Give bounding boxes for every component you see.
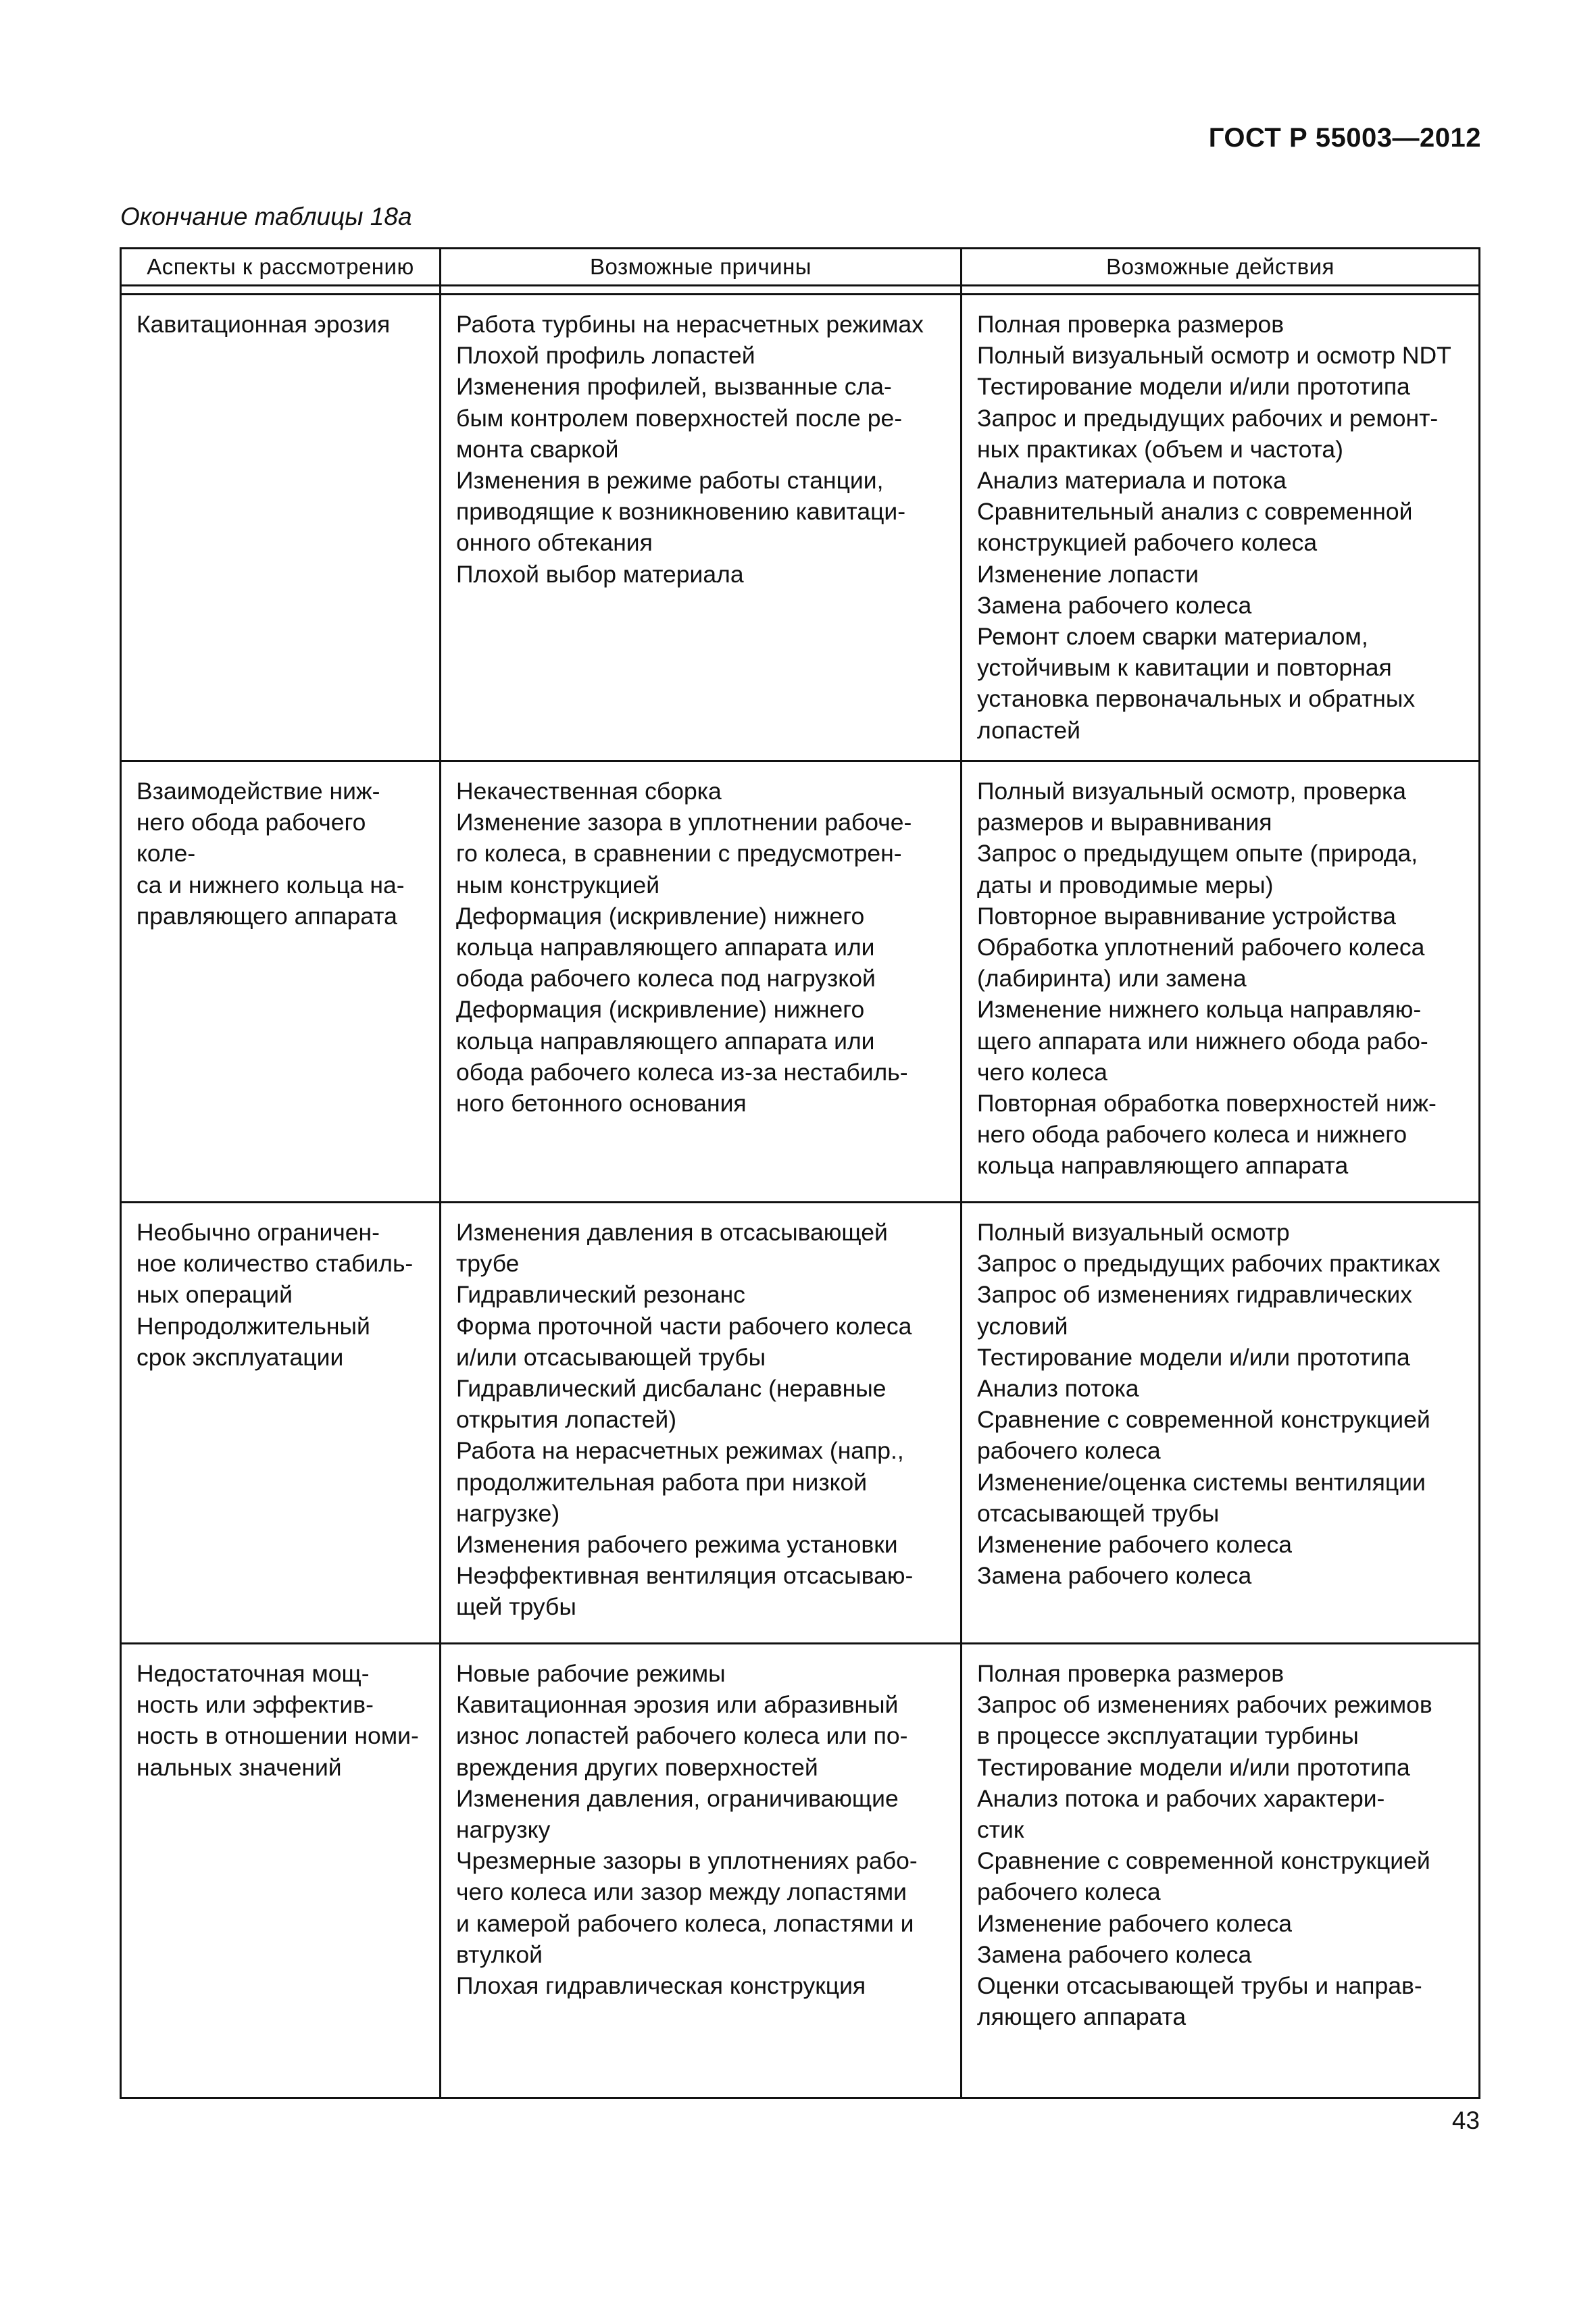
cell-text-line: Гидравлический резонанс [456,1281,745,1309]
table-row [121,1644,1480,2098]
cell-text-line: Изменение/оценка системы вентиляции [977,1468,1426,1496]
cell-text-line: Тестирование модели и/или прототипа [977,1343,1410,1371]
cell-text-line: чего колеса [977,1058,1107,1086]
cell-text-line: рабочего колеса [977,1878,1161,1906]
causes-cell [441,1203,962,1644]
cell-text-line: Замена рабочего колеса [977,1940,1252,1968]
cell-text-line: устойчивым к кавитации и повторная [977,654,1392,682]
cell-text-line: Необычно ограничен- [136,1219,380,1246]
cell-text-line: трубе [456,1250,520,1278]
cell-text-line: Форма проточной части рабочего колеса [456,1312,912,1340]
cell-text-line: правляющего аппарата [136,902,397,930]
cell-text-line: втулкой [456,1940,543,1968]
cell-text-line: Недостаточная мощ- [136,1660,370,1687]
causes-cell [441,295,962,761]
cell-text-line: Запрос о предыдущих рабочих практиках [977,1250,1441,1278]
cell-text-line: Ремонт слоем сварки материалом, [977,623,1368,651]
cell-text-line: чего колеса или зазор между лопастями [456,1878,907,1906]
cell-text-line: Непродолжительный [136,1312,370,1340]
cell-text-line: Изменение лопасти [977,560,1199,588]
cell-text-line: рабочего колеса [977,1437,1161,1465]
cell-text-line: Анализ материала и потока [977,467,1287,495]
cell-text-line: ное количество стабиль- [136,1250,414,1278]
causes-actions-table [120,247,1480,2099]
cell-text-line: продолжительная работа при низкой [456,1468,868,1496]
cell-text-line: ного бетонного основания [456,1090,747,1117]
cell-text-line: установка первоначальных и обратных [977,685,1416,713]
cell-text-line: Полный визуальный осмотр [977,1219,1290,1246]
cell-text-line: ных операций [136,1281,293,1309]
table-row [121,1203,1480,1644]
cell-text-line: Изменение зазора в уплотнении рабоче- [456,809,912,836]
cell-text-line: Полный визуальный осмотр и осмотр NDT [977,342,1451,370]
table-caption: Окончание таблицы 18а [120,203,412,230]
cell-text-line: (лабиринта) или замена [977,965,1247,992]
cell-text-line: монта сваркой [456,435,619,463]
cell-text-line: Работа турбины на нерасчетных режимах [456,311,924,338]
cell-text-line: нагрузку [456,1816,551,1844]
aspect-cell [121,1203,441,1644]
cell-text-line: ных практиках (объем и частота) [977,435,1343,463]
cell-text-line: Анализ потока и рабочих характери- [977,1784,1385,1812]
cell-text-line: нальных значений [136,1753,342,1781]
cell-text-line: бым контролем поверхностей после ре- [456,404,903,432]
cell-text-line: Изменение рабочего колеса [977,1909,1292,1937]
cell-text-line: Деформация (искривление) нижнего [456,996,865,1024]
aspect-cell [121,1644,441,2098]
cell-text-line: обода рабочего колеса под нагрузкой [456,965,876,992]
table-row [121,761,1480,1203]
cell-text-line: обода рабочего колеса из-за нестабиль- [456,1058,908,1086]
cell-text-line: Изменения давления, ограничивающие [456,1784,899,1812]
cell-text-line: Работа на нерасчетных режимах (напр., [456,1437,904,1465]
cell-text-line: стик [977,1816,1024,1844]
cell-text-line: Изменение рабочего колеса [977,1531,1292,1559]
cell-text-line: срок эксплуатации [136,1343,344,1371]
cell-text-line: щего аппарата или нижнего обода рабо- [977,1027,1428,1055]
cell-text-line: го колеса, в сравнении с предусмотрен- [456,840,902,867]
cell-text-line: вреждения других поверхностей [456,1753,818,1781]
actions-cell [962,1203,1480,1644]
cell-text-line: приводящие к возникновению кавитаци- [456,498,906,526]
cell-text-line: Запрос о предыдущем опыте (природа, [977,840,1418,867]
cell-text-line: Замена рабочего колеса [977,591,1252,619]
cell-text-line: него обода рабочего коле- [136,809,366,867]
cell-text-line: Повторное выравнивание устройства [977,902,1396,930]
cell-text-line: Запрос об изменениях гидравлических [977,1281,1412,1309]
cell-text-line: Изменения рабочего режима установки [456,1531,898,1559]
cell-text-line: даты и проводимые меры) [977,871,1274,899]
cell-text-line: Сравнение с современной конструкцией [977,1406,1430,1434]
cell-text-line: Сравнение с современной конструкцией [977,1847,1430,1875]
cell-text-line: Плохой профиль лопастей [456,342,755,370]
table-row [121,295,1480,761]
cell-text-line: Плохой выбор материала [456,560,744,588]
cell-text-line: и камерой рабочего колеса, лопастями и [456,1909,914,1937]
causes-cell [441,761,962,1203]
table-header-row [121,249,1480,286]
cell-text-line: Изменения профилей, вызванные сла- [456,373,892,401]
column-header-causes: Возможные причины [441,249,962,286]
cell-text-line: Замена рабочего колеса [977,1562,1252,1590]
cell-text-line: Неэффективная вентиляция отсасываю- [456,1562,914,1590]
cell-text-line: Гидравлический дисбаланс (неравные [456,1375,887,1403]
column-header-actions: Возможные действия [962,249,1480,286]
cell-text-line: Взаимодействие ниж- [136,778,380,805]
cell-text-line: него обода рабочего колеса и нижнего [977,1121,1407,1149]
document-standard-number: ГОСТ Р 55003—2012 [1208,123,1481,153]
actions-cell [962,295,1480,761]
cell-text-line: Полный визуальный осмотр, проверка [977,778,1406,805]
cell-text-line: ляющего аппарата [977,2003,1187,2031]
cell-text-line: Чрезмерные зазоры в уплотнениях рабо- [456,1847,918,1875]
cell-text-line: условий [977,1312,1068,1340]
cell-text-line: Анализ потока [977,1375,1139,1403]
aspect-cell [121,295,441,761]
cell-text-line: Кавитационная эрозия или абразивный [456,1691,899,1719]
cell-text-line: открытия лопастей) [456,1406,677,1434]
cell-text-line: Новые рабочие режимы [456,1660,726,1687]
cell-text-line: Тестирование модели и/или прототипа [977,1753,1410,1781]
actions-cell [962,1644,1480,2098]
cell-text-line: Сравнительный анализ с современной [977,498,1413,526]
cell-text-line: кольца направляющего аппарата или [456,1027,875,1055]
column-header-aspects: Аспекты к рассмотрению [121,249,441,286]
cell-text-line: размеров и выравнивания [977,809,1272,836]
causes-cell [441,1644,962,2098]
aspect-cell [121,761,441,1203]
cell-text-line: в процессе эксплуатации турбины [977,1722,1359,1750]
cell-text-line: са и нижнего кольца на- [136,871,405,899]
cell-text-line: ность или эффектив- [136,1691,374,1719]
cell-text-line: онного обтекания [456,529,653,557]
cell-text-line: Повторная обработка поверхностей ниж- [977,1090,1437,1117]
cell-text-line: конструкцией рабочего колеса [977,529,1318,557]
cell-text-line: нагрузке) [456,1499,560,1527]
cell-text-line: Изменения давления в отсасывающей [456,1219,888,1246]
cell-text-line: Деформация (искривление) нижнего [456,902,865,930]
cell-text-line: Изменения в режиме работы станции, [456,467,884,495]
cell-text-line: отсасывающей трубы [977,1499,1220,1527]
cell-text-line: Запрос об изменениях рабочих режимов [977,1691,1432,1719]
actions-cell [962,761,1480,1203]
page-number: 43 [1451,2107,1480,2134]
cell-text-line: кольца направляющего аппарата или [456,934,875,961]
header-separator-row [121,286,1480,295]
cell-text-line: щей трубы [456,1593,576,1621]
cell-text-line: и/или отсасывающей трубы [456,1343,766,1371]
cell-text-line: Полная проверка размеров [977,311,1285,338]
cell-text-line: Полная проверка размеров [977,1660,1285,1687]
cell-text-line: Кавитационная эрозия [136,311,391,338]
cell-text-line: Изменение нижнего кольца направляю- [977,996,1422,1024]
cell-text-line: ность в отношении номи- [136,1722,419,1750]
cell-text-line: ным конструкцией [456,871,660,899]
cell-text-line: Тестирование модели и/или прототипа [977,373,1410,401]
cell-text-line: Некачественная сборка [456,778,722,805]
cell-text-line: Запрос и предыдущих рабочих и ремонт- [977,404,1439,432]
cell-text-line: лопастей [977,716,1081,744]
cell-text-line: Оценки отсасывающей трубы и направ- [977,1972,1422,2000]
cell-text-line: кольца направляющего аппарата [977,1152,1349,1180]
cell-text-line: износ лопастей рабочего колеса или по- [456,1722,908,1750]
cell-text-line: Обработка уплотнений рабочего колеса [977,934,1425,961]
cell-text-line: Плохая гидравлическая конструкция [456,1972,866,2000]
